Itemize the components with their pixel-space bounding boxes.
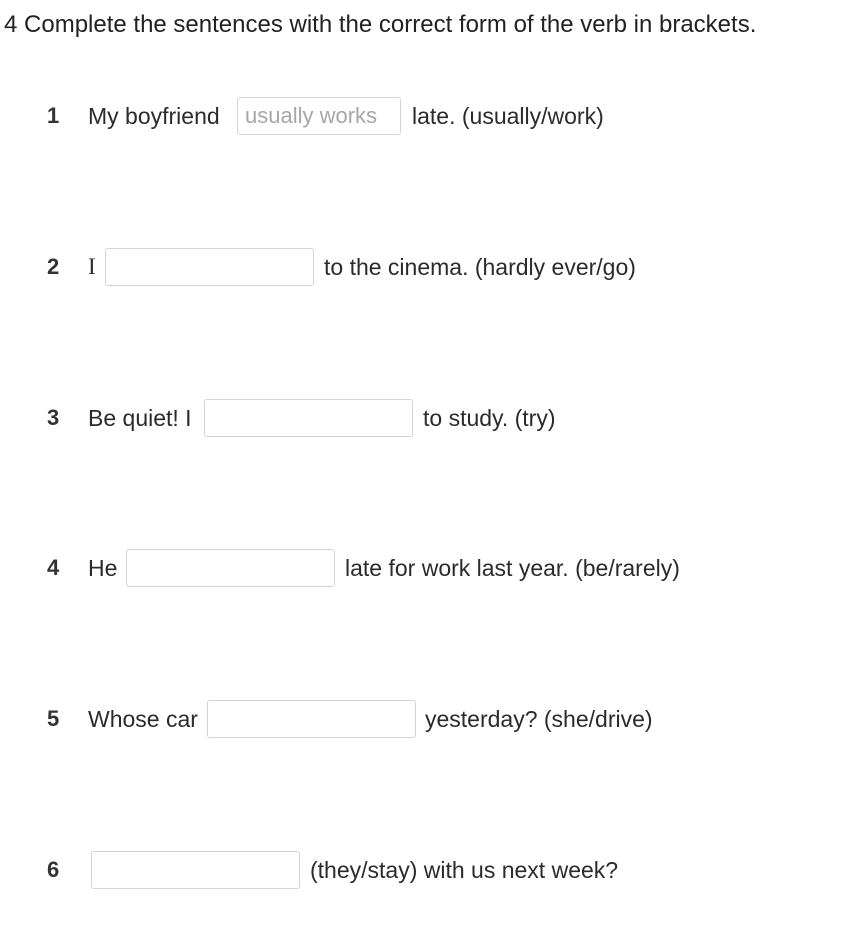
item-number: 3: [47, 405, 60, 430]
sentence-text-before: My boyfriend: [88, 102, 220, 129]
sentence-text-after: late. (usually/work): [412, 102, 604, 129]
sentence-item-2: [0, 246, 861, 288]
sentence-text-after: to the cinema. (hardly ever/go): [324, 253, 636, 280]
answer-input-4[interactable]: [126, 549, 335, 587]
answer-input-1[interactable]: [237, 97, 401, 135]
item-number: 2: [47, 254, 60, 279]
sentence-text-after: to study. (try): [423, 404, 556, 431]
sentence-text-after: (they/stay) with us next week?: [310, 856, 619, 883]
sentence-item-1: [0, 95, 861, 137]
item-number: 5: [47, 706, 60, 731]
item-number: 1: [47, 103, 60, 128]
answer-input-6[interactable]: [91, 851, 300, 889]
item-number: 6: [47, 857, 60, 882]
sentence-text-before: He: [88, 554, 118, 581]
sentence-item-5: [0, 698, 861, 740]
sentence-item-3: [0, 397, 861, 439]
sentence-text-after: late for work last year. (be/rarely): [345, 554, 680, 581]
sentence-text-before: I: [88, 254, 96, 279]
answer-input-5[interactable]: [207, 700, 416, 738]
answer-input-3[interactable]: [204, 399, 413, 437]
exercise-title: 4 Complete the sentences with the correct form of the verb in brackets.: [4, 11, 757, 38]
item-number: 4: [47, 555, 60, 580]
sentence-item-6: [0, 849, 861, 891]
sentence-text-after: yesterday? (she/drive): [425, 705, 653, 732]
sentence-text-before: Whose car: [88, 705, 198, 732]
sentence-item-4: [0, 547, 861, 589]
answer-input-2[interactable]: [105, 248, 314, 286]
sentence-text-before: Be quiet! I: [88, 404, 192, 431]
